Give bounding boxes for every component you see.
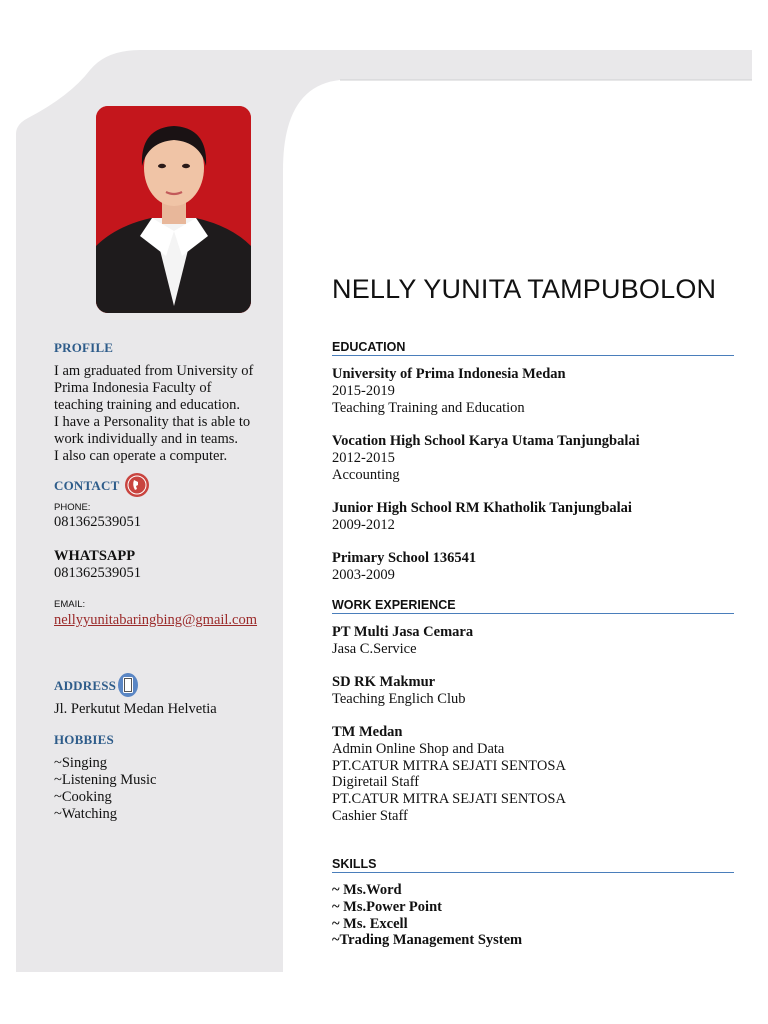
email-label: EMAIL: [54,599,86,610]
education-entry [332,500,742,534]
work-line: Cashier Staff [332,807,408,824]
phone-label: PHONE: [54,502,91,513]
phone-value: 081362539051 [54,514,141,530]
work-entry [332,724,742,825]
email-link[interactable]: nellyyunitabaringbing@gmail.com [54,612,258,628]
work-line: PT.CATUR MITRA SEJATI SENTOSA [332,757,566,774]
address-heading: ADDRESS [54,678,117,693]
school-name: Vocation High School Karya Utama Tanjungbalai [332,433,640,449]
address-value: Jl. Perkutut Medan Helvetia [54,701,217,717]
company-name: SD RK Makmur [332,674,436,690]
school-years: 2003-2009 [332,566,395,583]
work-line: Admin Online Shop and Data [332,740,505,757]
location-icon [117,672,139,698]
company-name: TM Medan [332,724,403,740]
education-entry [332,550,742,584]
skills-list [332,882,742,949]
profile-line: I am graduated from University of [54,363,254,379]
work-line: PT.CATUR MITRA SEJATI SENTOSA [332,791,566,808]
list-item: ~Trading Management System [332,932,523,949]
list-item: ~Singing [54,755,107,771]
company-name: PT Multi Jasa Cemara [332,624,474,640]
school-name: Primary School 136541 [332,550,477,566]
whatsapp-label: WHATSAPP [54,548,136,564]
list-item: ~Watching [54,806,118,822]
school-years: 2015-2019 [332,382,395,399]
profile-heading: PROFILE [54,340,114,355]
education-entry [332,366,742,416]
profile-line: Prima Indonesia Faculty of [54,380,212,396]
list-item: ~ Ms.Power Point [332,898,442,915]
whatsapp-value: 081362539051 [54,565,141,581]
work-line: Teaching Englich Club [332,690,466,707]
skills-heading: SKILLS [332,857,734,873]
education-heading: EDUCATION [332,340,734,356]
profile-text [54,363,279,465]
school-field: Accounting [332,466,400,483]
list-item: ~Cooking [54,789,112,805]
school-field: Teaching Training and Education [332,399,525,416]
school-years: 2009-2012 [332,516,395,533]
page-title: NELLY YUNITA TAMPUBOLON [332,274,717,304]
phone-icon [124,472,150,498]
profile-line: I also can operate a computer. [54,448,228,464]
school-name: Junior High School RM Khatholik Tanjungbalai [332,500,632,516]
work-heading: WORK EXPERIENCE [332,598,734,614]
hobbies-list [54,755,279,823]
work-line: Digiretail Staff [332,774,420,791]
work-entry [332,674,742,708]
education-entry [332,433,742,483]
school-name: University of Prima Indonesia Medan [332,366,566,382]
list-item: ~ Ms.Word [332,882,402,898]
profile-line: I have a Personality that is able to [54,414,251,430]
profile-photo [96,106,251,313]
list-item: ~Listening Music [54,772,157,788]
school-years: 2012-2015 [332,449,395,466]
work-line: Jasa C.Service [332,640,417,657]
hobbies-heading: HOBBIES [54,732,114,747]
profile-line: teaching training and education. [54,397,241,413]
list-item: ~ Ms. Excell [332,915,408,932]
profile-line: work individually and in teams. [54,431,239,447]
contact-heading: CONTACT [54,478,120,493]
work-entry [332,624,742,658]
